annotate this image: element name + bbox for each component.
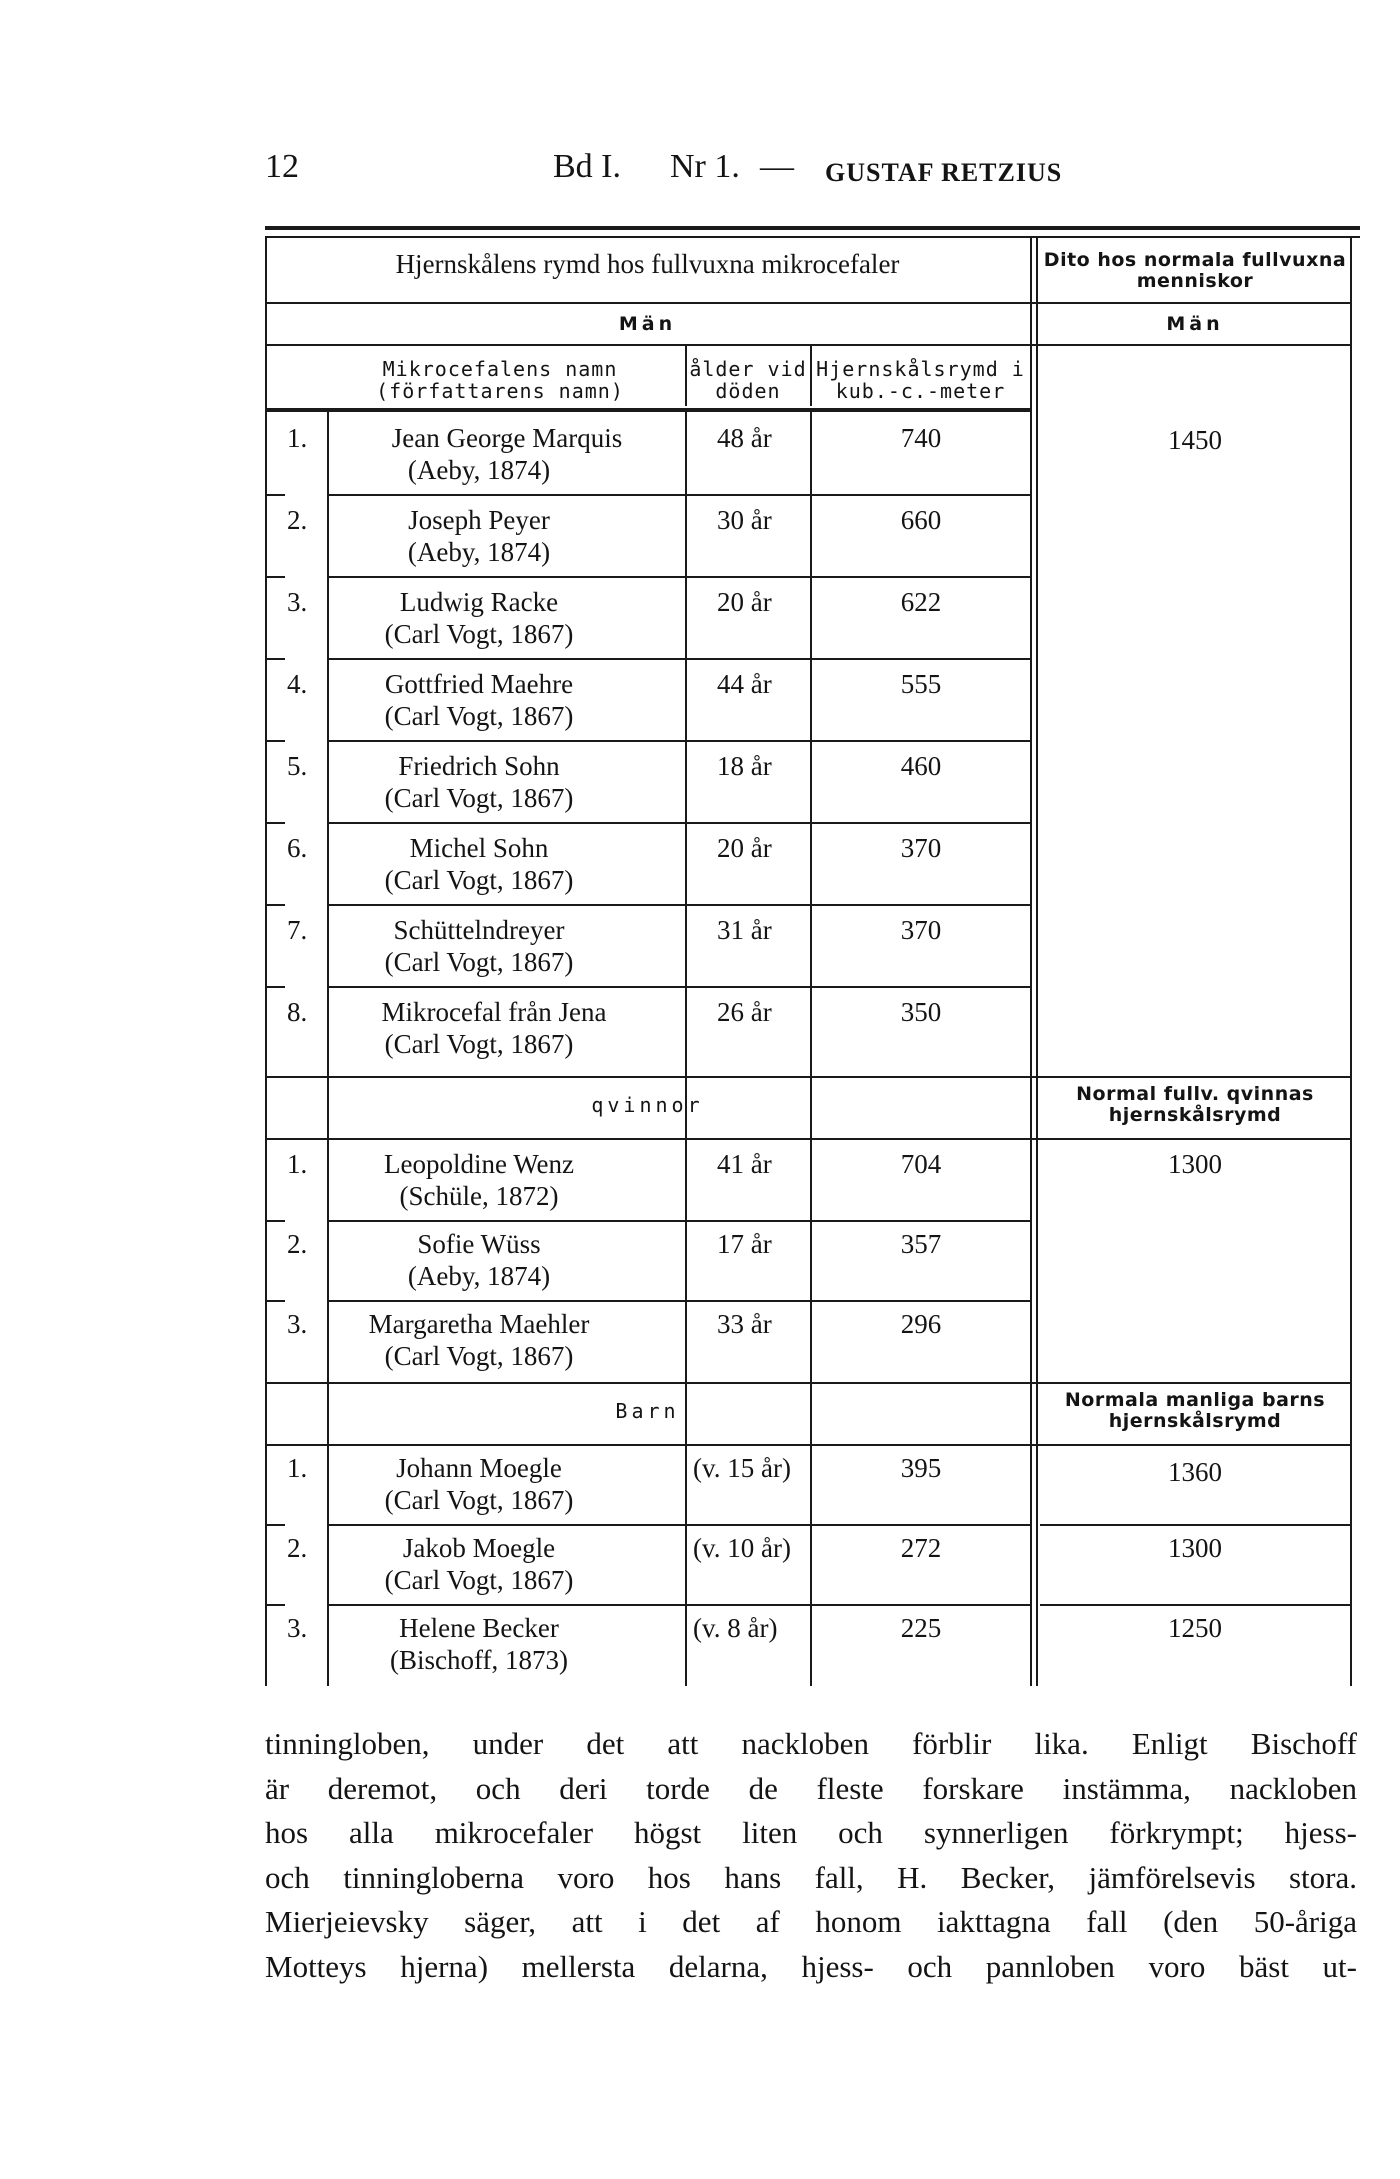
row-rule bbox=[327, 1524, 1030, 1526]
skull-volume: 296 bbox=[900, 1309, 942, 1339]
row-number: 5. bbox=[287, 751, 308, 781]
row-number: 4. bbox=[287, 669, 308, 699]
subject-age: 20 år bbox=[717, 833, 772, 863]
right-border bbox=[1350, 238, 1352, 1686]
subject-source: (Aeby, 1874) bbox=[407, 1261, 551, 1291]
children-rule-header bbox=[265, 1444, 1352, 1446]
children-normal-header: Normala manliga barns hjernskålsrymd bbox=[1064, 1389, 1326, 1432]
row-rule bbox=[327, 494, 1030, 496]
subject-source: (Aeby, 1874) bbox=[407, 455, 551, 485]
row-number: 1. bbox=[287, 423, 308, 453]
row-rule bbox=[327, 1220, 1030, 1222]
row-rule bbox=[327, 1604, 1030, 1606]
normal-volume: 1250 bbox=[1168, 1613, 1222, 1643]
subject-source: (Carl Vogt, 1867) bbox=[384, 1341, 574, 1371]
paragraph-line: och tinningloberna voro hos hans fall, H. Becker, jämförelsevis stora. bbox=[265, 1859, 1357, 1895]
paragraph-line: är deremot, och deri torde de fleste forskare instämma, nackloben bbox=[265, 1770, 1357, 1806]
paragraph-line: Motteys hjerna) mellersta delarna, hjess- och pannloben voro bäst ut- bbox=[265, 1948, 1357, 1984]
subject-age: 26 år bbox=[717, 997, 772, 1027]
header-rule bbox=[265, 408, 1030, 412]
body-paragraph bbox=[265, 1722, 1357, 1989]
right-divider-a bbox=[1030, 238, 1032, 1686]
row-tick bbox=[265, 1524, 285, 1526]
men-rule bbox=[265, 344, 1352, 346]
subject-source: (Carl Vogt, 1867) bbox=[384, 619, 574, 649]
right-divider-b bbox=[1036, 238, 1038, 1686]
subject-name: Schüttelndreyer bbox=[393, 915, 565, 945]
subject-age: 20 år bbox=[717, 587, 772, 617]
skull-volume: 460 bbox=[900, 751, 942, 781]
subject-age: 41 år bbox=[717, 1149, 772, 1179]
subject-name: Mikrocefal från Jena bbox=[381, 997, 607, 1027]
row-number: 7. bbox=[287, 915, 308, 945]
normal-volume: 1300 bbox=[1168, 1533, 1222, 1563]
subject-source: (Carl Vogt, 1867) bbox=[384, 1485, 574, 1515]
paragraph-line: tinningloben, under det att nackloben förblir lika. Enligt Bischoff bbox=[265, 1726, 1357, 1761]
subject-name: Sofie Wüss bbox=[417, 1229, 541, 1259]
column-header-name: Mikrocefalens namn (författarens namn) bbox=[376, 357, 624, 403]
subject-age: 17 år bbox=[717, 1229, 772, 1259]
row-number: 1. bbox=[287, 1453, 308, 1483]
row-number: 1. bbox=[287, 1149, 308, 1179]
title-rule bbox=[265, 302, 1352, 304]
subject-name: Friedrich Sohn bbox=[398, 751, 560, 781]
row-tick bbox=[265, 822, 285, 824]
age-divider bbox=[685, 1140, 687, 1482]
subject-age: 18 år bbox=[717, 751, 772, 781]
author-name: GUSTAF RETZIUS bbox=[825, 158, 1063, 187]
subject-source: (Carl Vogt, 1867) bbox=[384, 701, 574, 731]
subject-name: Gottfried Maehre bbox=[384, 669, 574, 699]
subject-age: 44 år bbox=[717, 669, 772, 699]
skull-volume: 395 bbox=[900, 1453, 942, 1483]
right-men-label: Män bbox=[1166, 313, 1224, 335]
row-rule bbox=[327, 658, 1030, 660]
children-label: Barn bbox=[615, 1399, 680, 1423]
women-label: qvinnor bbox=[591, 1093, 704, 1117]
normal-volume: 1360 bbox=[1168, 1457, 1222, 1487]
children-rule-top bbox=[265, 1382, 1352, 1384]
subject-name: Jakob Moegle bbox=[402, 1533, 556, 1563]
row-tick bbox=[265, 904, 285, 906]
skull-volume: 357 bbox=[900, 1229, 942, 1259]
column-header-volume: Hjernskålsrymd i kub.-c.-meter bbox=[816, 357, 1025, 403]
skull-volume: 272 bbox=[900, 1533, 942, 1563]
women-rule-top bbox=[265, 1076, 1352, 1078]
row-number: 6. bbox=[287, 833, 308, 863]
top-rule-thin bbox=[265, 236, 1360, 238]
subject-age: (v. 10 år) bbox=[693, 1533, 791, 1563]
skull-volume: 350 bbox=[900, 997, 942, 1027]
row-rule bbox=[327, 576, 1030, 578]
header-dash: — bbox=[760, 148, 794, 185]
row-number: 3. bbox=[287, 1309, 308, 1339]
skull-volume: 225 bbox=[900, 1613, 942, 1643]
row-rule bbox=[327, 904, 1030, 906]
subject-name: Leopoldine Wenz bbox=[383, 1149, 574, 1179]
header-divider-2 bbox=[810, 346, 812, 406]
header-divider-1 bbox=[685, 346, 687, 406]
row-tick bbox=[265, 740, 285, 742]
row-rule bbox=[1040, 1524, 1350, 1526]
subject-source: (Carl Vogt, 1867) bbox=[384, 783, 574, 813]
men-normal-volume: 1450 bbox=[1168, 425, 1222, 455]
skull-volume-table bbox=[265, 226, 1360, 1686]
row-number: 2. bbox=[287, 1533, 308, 1563]
subject-name: Joseph Peyer bbox=[408, 505, 550, 535]
row-tick bbox=[265, 494, 285, 496]
row-number: 3. bbox=[287, 587, 308, 617]
subject-name: Ludwig Racke bbox=[399, 587, 559, 617]
row-number: 2. bbox=[287, 1229, 308, 1259]
column-header-age: ålder vid döden bbox=[689, 357, 807, 403]
row-rule bbox=[327, 740, 1030, 742]
women-normal-header: Normal fullv. qvinnas hjernskålsrymd bbox=[1076, 1083, 1314, 1126]
row-rule bbox=[327, 986, 1030, 988]
subject-source: (Aeby, 1874) bbox=[407, 537, 551, 567]
skull-volume: 370 bbox=[900, 833, 942, 863]
paragraph-line: Mierjeievsky säger, att i det af honom iakttagna fall (den 50-åriga bbox=[265, 1904, 1357, 1939]
volume-label: Bd I. bbox=[553, 148, 621, 185]
row-tick bbox=[265, 986, 285, 988]
subject-age: 33 år bbox=[717, 1309, 772, 1339]
subject-source: (Carl Vogt, 1867) bbox=[384, 1565, 574, 1595]
row-number: 2. bbox=[287, 505, 308, 535]
men-label: Män bbox=[618, 313, 677, 335]
skull-volume: 622 bbox=[900, 587, 942, 617]
row-rule bbox=[327, 822, 1030, 824]
women-normal-volume: 1300 bbox=[1168, 1149, 1222, 1179]
row-tick bbox=[265, 1300, 285, 1302]
row-tick bbox=[265, 1604, 285, 1606]
page-number: 12 bbox=[265, 148, 299, 185]
age-divider bbox=[685, 1446, 687, 1686]
top-rule bbox=[265, 226, 1360, 230]
subject-age: 31 år bbox=[717, 915, 772, 945]
row-number: 8. bbox=[287, 997, 308, 1027]
right-column-title: Dito hos normala fullvuxna menniskor bbox=[1043, 249, 1347, 292]
subject-source: (Carl Vogt, 1867) bbox=[384, 865, 574, 895]
subject-source: (Schüle, 1872) bbox=[399, 1181, 559, 1211]
skull-volume: 555 bbox=[900, 669, 942, 699]
paragraph-line: hos alla mikrocefaler högst liten och synnerligen förkrympt; hjess- bbox=[265, 1815, 1357, 1850]
row-number: 3. bbox=[287, 1613, 308, 1643]
left-border bbox=[265, 238, 267, 1686]
skull-volume: 740 bbox=[900, 423, 942, 453]
row-tick bbox=[265, 658, 285, 660]
subject-source: (Bischoff, 1873) bbox=[390, 1645, 568, 1675]
row-rule bbox=[327, 1300, 1030, 1302]
row-rule bbox=[1040, 1604, 1350, 1606]
subject-age: (v. 15 år) bbox=[693, 1453, 791, 1483]
subject-age: 30 år bbox=[717, 505, 772, 535]
row-tick bbox=[265, 1220, 285, 1222]
subject-name: Michel Sohn bbox=[409, 833, 549, 863]
subject-name: Margaretha Maehler bbox=[368, 1309, 590, 1339]
subject-name: Johann Moegle bbox=[396, 1453, 562, 1483]
issue-number: Nr 1. bbox=[670, 148, 740, 185]
women-rule-header bbox=[265, 1138, 1352, 1140]
row-tick bbox=[265, 576, 285, 578]
subject-source: (Carl Vogt, 1867) bbox=[384, 947, 574, 977]
subject-source: (Carl Vogt, 1867) bbox=[384, 1029, 574, 1059]
skull-volume: 704 bbox=[900, 1149, 942, 1179]
table-title: Hjernskålens rymd hos fullvuxna mikrocefaler bbox=[395, 249, 900, 279]
subject-age: (v. 8 år) bbox=[693, 1613, 778, 1643]
subject-name: Jean George Marquis bbox=[391, 423, 623, 453]
subject-age: 48 år bbox=[717, 423, 772, 453]
skull-volume: 370 bbox=[900, 915, 942, 945]
skull-volume: 660 bbox=[900, 505, 942, 535]
subject-name: Helene Becker bbox=[399, 1613, 559, 1643]
